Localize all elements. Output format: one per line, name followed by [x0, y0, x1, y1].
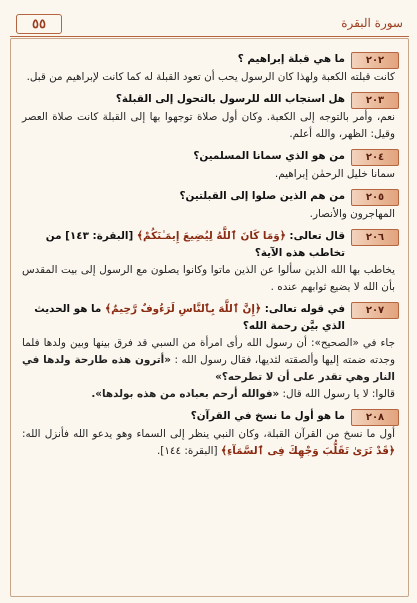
- answer-text: المهاجرون والأنصار.: [309, 208, 395, 220]
- quran-quote: ﴿وَمَا كَانَ ٱللَّهُ لِيُضِيعَ إِيمَـٰنَكُمْ﴾: [136, 230, 286, 242]
- question-205: [22, 188, 399, 206]
- question-number: ٢٠٨: [351, 409, 399, 426]
- surah-title: سورة البقرة: [341, 16, 403, 30]
- question-prefix: في قوله تعالى:: [264, 303, 345, 315]
- question-203: [22, 91, 399, 109]
- answer-text: كانت قبلته الكعبة ولهذا كان الرسول يحب أن تعود القبلة له كما كانت لإبراهيم من قبل.: [26, 71, 395, 83]
- answer-text: سمانا خليل الرحمٰن إبراهيم.: [274, 168, 395, 180]
- answer-text: يخاطب بها الله الذين سألوا عن الذين ماتوا وكانوا يصلون مع الرسول إلى بيت المقدس بأن الله لا يضيع ثوابهم عنده .: [22, 264, 395, 293]
- question-208: [22, 408, 399, 426]
- question-text: ما هي قبلة إبراهيم ؟: [237, 53, 345, 65]
- question-202: [22, 51, 399, 69]
- answer-body: أول ما نسخ من القرآن القبلة، وكان النبي ينظر إلى السماء وهو يدعو الله فأنزل الله:: [22, 428, 395, 440]
- question-suffix: ما هو الحديث الذي بيَّن رحمة الله؟: [34, 303, 345, 332]
- answer-text: [22, 426, 395, 460]
- question-204: [22, 148, 399, 166]
- question-suffix: [البقرة: ١٤٣] من تخاطب هذه الآية؟: [45, 230, 345, 259]
- question-prefix: قال تعالى:: [289, 230, 345, 242]
- qa-list: [22, 46, 399, 460]
- question-206: [22, 228, 399, 262]
- question-text: من هو الذي سمانا المسلمين؟: [193, 150, 345, 162]
- answer-text: [22, 335, 395, 386]
- question-number: ٢٠٦: [351, 229, 399, 246]
- question-number: ٢٠٧: [351, 302, 399, 319]
- page-number: ٥٥: [16, 14, 62, 34]
- answer-text: [22, 386, 395, 403]
- page-header: [10, 12, 409, 37]
- question-number: ٢٠٢: [351, 52, 399, 69]
- question-text: هل استجاب الله للرسول بالتحول إلى القبلة؟: [115, 93, 345, 105]
- question-text: [22, 228, 345, 262]
- answer-text: نعم، وأمر بالتوجه إلى الكعبة. وكان أول صلاة توجهوا بها إلى القبلة كانت صلاة العصر وقيل: الظهر، والله أعلم.: [22, 111, 395, 140]
- question-text: من هم الذين صلوا إلى القبلتين؟: [179, 190, 345, 202]
- hadith-quote: «أترون هذه طارحة ولدها في النار وهي تقدر على أن لا تطرحه؟»: [22, 354, 395, 383]
- question-text: [22, 301, 345, 335]
- question-number: ٢٠٥: [351, 189, 399, 206]
- question-number: ٢٠٤: [351, 149, 399, 166]
- question-207: [22, 301, 399, 335]
- question-text: ما هو أول ما نسخ في القرآن؟: [190, 410, 345, 422]
- answer-body: قالوا: لا يا رسول الله قال:: [282, 388, 395, 400]
- answer-body: جاء في «الصحيح»: أن رسول الله رأى امرأة من السبي قد فرق بينها وبين ولدها فلما وجدته ضمته إليها وألصقته لثديها، فقال رسول الله :: [22, 337, 395, 366]
- answer-suffix: [البقرة: ١٤٤].: [156, 445, 218, 457]
- quran-quote: ﴿قَدْ نَرَىٰ تَقَلُّبَ وَجْهِكَ فِى ٱلسَّمَآءِ﴾: [220, 445, 395, 457]
- quran-quote: ﴿إِنَّ ٱللَّهَ بِٱلنَّاسِ لَرَءُوفٌ رَّحِيمٌ﴾: [105, 303, 262, 315]
- question-number: ٢٠٣: [351, 92, 399, 109]
- hadith-quote: «فوالله أرحم بعباده من هذه بولدها».: [91, 388, 280, 400]
